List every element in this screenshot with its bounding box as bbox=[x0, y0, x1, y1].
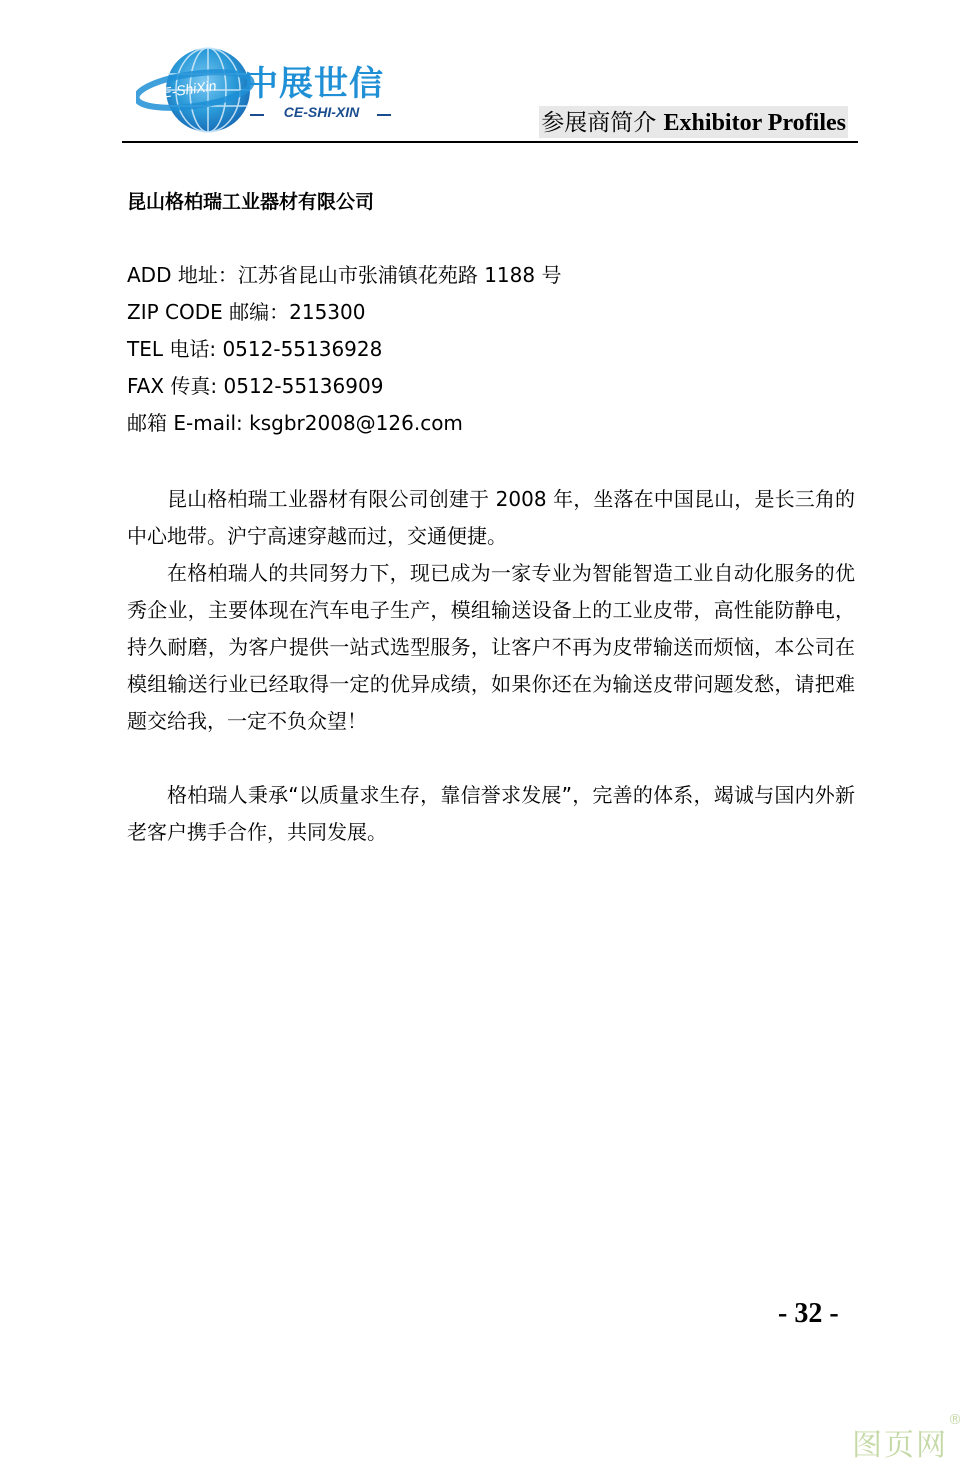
company-description bbox=[127, 481, 855, 851]
logo-rule-left bbox=[250, 114, 264, 116]
address-line: ADD 地址：江苏省昆山市张浦镇花苑路 1188 号 bbox=[127, 263, 562, 287]
section-title-en: Exhibitor Profiles bbox=[663, 110, 846, 136]
company-logo bbox=[136, 44, 398, 136]
logo-name-cn: 中展世信 bbox=[244, 64, 384, 104]
paragraph-intro: 昆山格柏瑞工业器材有限公司创建于 2008 年，坐落在中国昆山，是长三角的中心地带。沪宁高速穿越而过，交通便捷。 bbox=[127, 487, 855, 548]
paragraph-business: 在格柏瑞人的共同努力下，现已成为一家专业为智能智造工业自动化服务的优秀企业，主要体现在汽车电子生产，模组输送设备上的工业皮带，高性能防静电，持久耐磨，为客户提供一站式选型服务，让客户不再为皮带输送而烦恼，本公司在模组输送行业已经取得一定的优异成绩，如果你还在为输送皮带问题发愁，请把难题交给我，一定不负众望！ bbox=[127, 561, 855, 733]
email-line: 邮箱 E-mail: ksgbr2008@126.com bbox=[127, 411, 463, 435]
registered-mark-icon: ® bbox=[948, 1412, 964, 1428]
tel-line: TEL 电话: 0512-55136928 bbox=[127, 337, 383, 361]
fax-line: FAX 传真: 0512-55136909 bbox=[127, 374, 384, 398]
company-name: 昆山格柏瑞工业器材有限公司 bbox=[127, 191, 375, 213]
section-title-cn: 参展商简介 bbox=[541, 110, 657, 136]
logo-name-en: CE-SHI-XIN bbox=[283, 104, 360, 120]
contact-info bbox=[127, 259, 561, 444]
watermark bbox=[852, 1412, 964, 1464]
paragraph-philosophy: 格柏瑞人秉承“以质量求生存，靠信誉求发展”，完善的体系，竭诚与国内外新老客户携手合作，共同发展。 bbox=[127, 783, 855, 844]
logo-ring-text: E-ShiXin bbox=[161, 77, 218, 101]
section-title bbox=[539, 106, 848, 138]
watermark-text: 图页网 bbox=[852, 1428, 948, 1463]
header-divider bbox=[122, 141, 858, 143]
zip-line: ZIP CODE 邮编：215300 bbox=[127, 300, 366, 324]
logo-rule-right bbox=[377, 114, 391, 116]
page-number: - 32 - bbox=[778, 1298, 839, 1329]
logo-name-en-row bbox=[248, 104, 393, 124]
